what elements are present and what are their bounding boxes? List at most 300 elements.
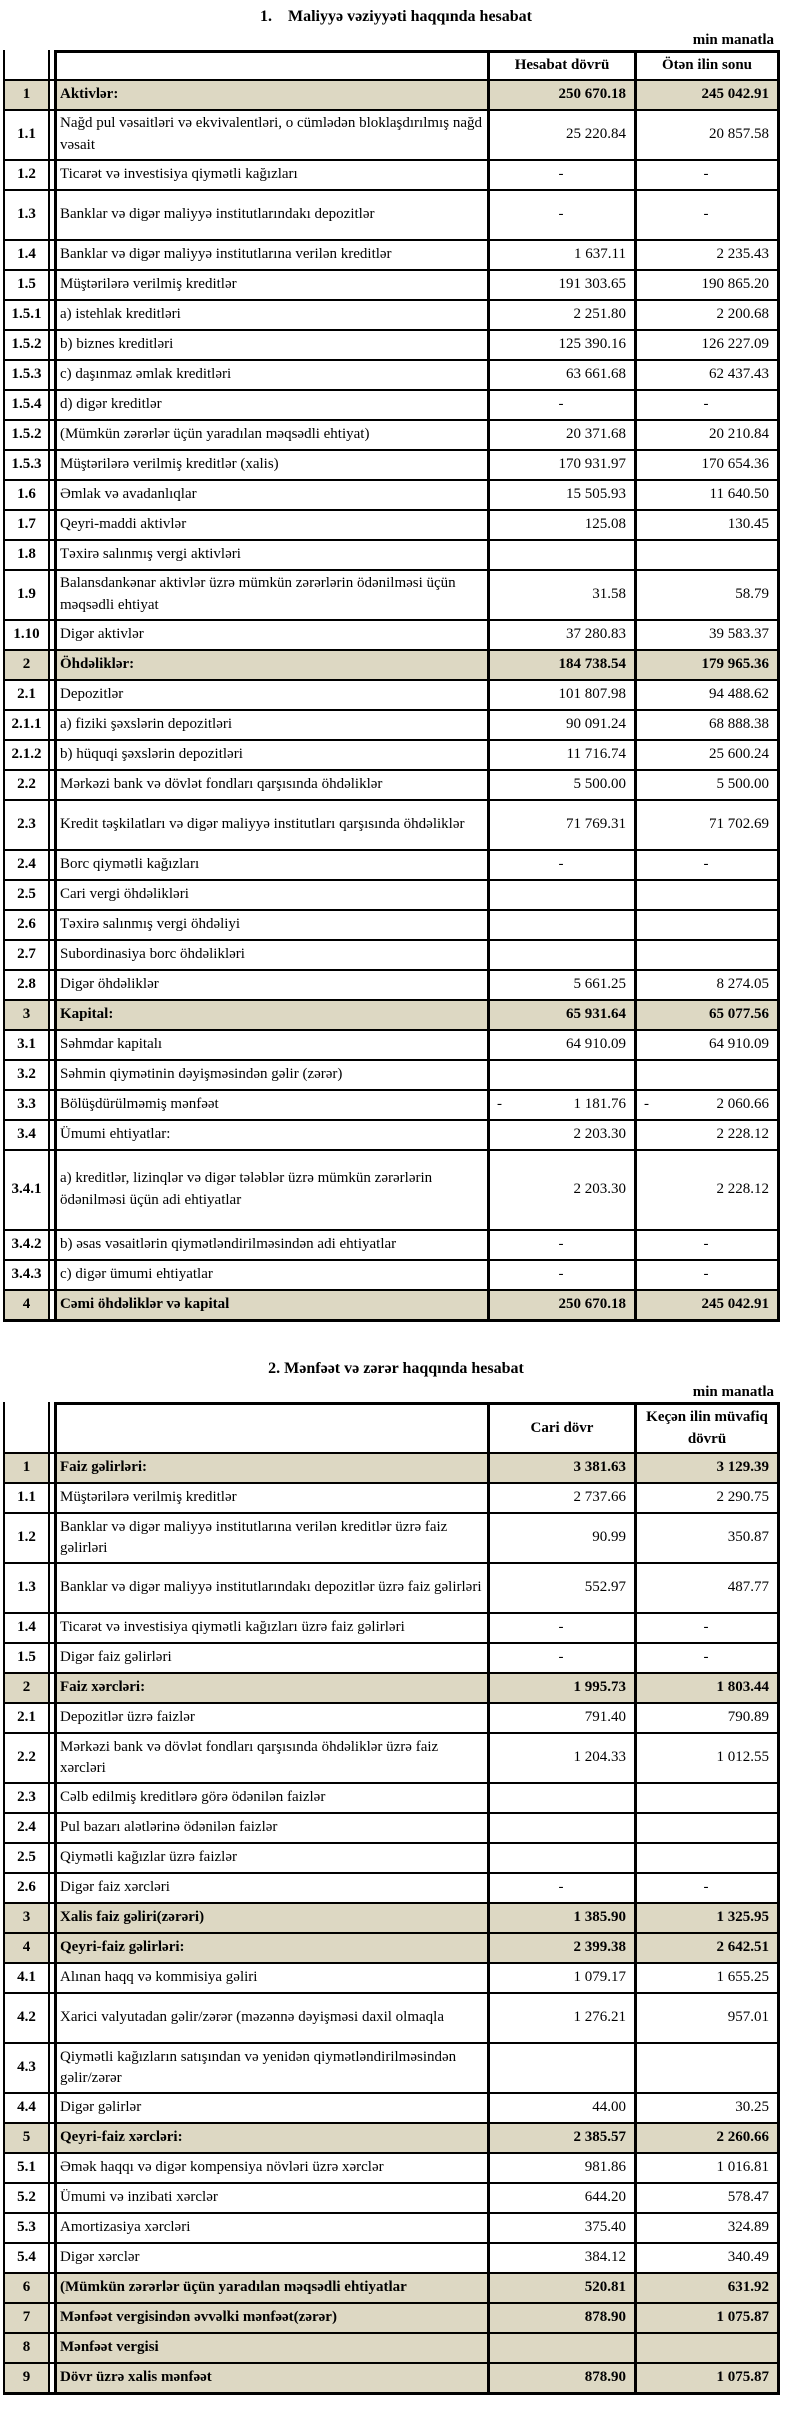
table-row — [3, 1291, 780, 1322]
header-col-previous: Ötən ilin sonu — [634, 50, 780, 79]
row-number-cell: 1.5.3 — [3, 451, 50, 479]
row-label-cell: Müştərilərə verilmiş kreditlər — [54, 271, 487, 299]
row-label-cell: Ümumi və inzibati xərclər — [54, 2184, 487, 2212]
row-label-cell: Mənfəət vergisi — [54, 2334, 487, 2362]
table-row — [3, 1031, 780, 1061]
table-row — [3, 2244, 780, 2274]
value-current-cell: 2 203.30 — [487, 1151, 634, 1229]
row-label-cell: Kredit təşkilatları və digər maliyyə institutları qarşısında öhdəliklər — [54, 801, 487, 849]
row-label-cell: Mərkəzi bank və dövlət fondları qarşısında öhdəliklər — [54, 771, 487, 799]
value-current-cell: 90.99 — [487, 1514, 634, 1562]
negative-sign: - — [497, 1095, 502, 1112]
value-previous-cell: 245 042.91 — [634, 1291, 780, 1319]
table-row — [3, 801, 780, 851]
table-row — [3, 1614, 780, 1644]
table-row — [3, 971, 780, 1001]
value-current-cell: 63 661.68 — [487, 361, 634, 389]
row-label-cell: Səhmdar kapitalı — [54, 1031, 487, 1059]
table-row — [3, 1934, 780, 1964]
value-previous-cell: 58.79 — [634, 571, 780, 619]
value-previous-cell: - — [634, 1644, 780, 1672]
financial-position-table — [3, 50, 780, 1322]
row-label-cell: Cəmi öhdəliklər və kapital — [54, 1291, 487, 1319]
value-previous-cell: 68 888.38 — [634, 711, 780, 739]
value-previous-cell: - — [634, 161, 780, 189]
value-previous-cell: 190 865.20 — [634, 271, 780, 299]
table-row — [3, 1231, 780, 1261]
value-previous-cell: - — [634, 1261, 780, 1289]
row-number-cell: 3.1 — [3, 1031, 50, 1059]
row-number-cell: 1.7 — [3, 511, 50, 539]
table-row — [3, 1454, 780, 1484]
row-number-cell: 2 — [3, 651, 50, 679]
value-current-cell: 1 637.11 — [487, 241, 634, 269]
row-label-cell: Müştərilərə verilmiş kreditlər — [54, 1484, 487, 1512]
row-number-cell: 1.8 — [3, 541, 50, 569]
row-number-cell: 4 — [3, 1934, 50, 1962]
value-text: 2 060.66 — [716, 1095, 769, 1112]
table-row — [3, 421, 780, 451]
row-label-cell: Digər faiz xərcləri — [54, 1874, 487, 1902]
value-previous-cell: 957.01 — [634, 1994, 780, 2042]
row-label-cell: (Mümkün zərərlər üçün yaradılan məqsədli ehtiyatlar — [54, 2274, 487, 2302]
value-previous-cell: 578.47 — [634, 2184, 780, 2212]
value-current-cell: 20 371.68 — [487, 421, 634, 449]
table-row — [3, 2044, 780, 2094]
row-label-cell: Faiz gəlirləri: — [54, 1454, 487, 1482]
value-previous-cell — [634, 1091, 780, 1119]
table-row — [3, 301, 780, 331]
table-row — [3, 771, 780, 801]
header-row — [3, 1402, 780, 1455]
row-label-cell: Amortizasiya xərcləri — [54, 2214, 487, 2242]
value-previous-cell: - — [634, 1874, 780, 1902]
value-previous-cell: 64 910.09 — [634, 1031, 780, 1059]
row-label-cell: Təxirə salınmış vergi aktivləri — [54, 541, 487, 569]
value-previous-cell — [634, 1814, 780, 1842]
row-number-cell: 2.5 — [3, 881, 50, 909]
table-row — [3, 1904, 780, 1934]
table-row — [3, 1121, 780, 1151]
header-label-cell — [54, 1402, 487, 1453]
row-number-cell: 4.1 — [3, 1964, 50, 1992]
value-previous-cell: 1 075.87 — [634, 2364, 780, 2392]
row-label-cell: a) kreditlər, lizinqlər və digər tələblər üzrə mümkün zərərlərin ödənilməsi üçün adi ehtiyatlar — [54, 1151, 487, 1229]
row-number-cell: 1.1 — [3, 1484, 50, 1512]
row-number-cell: 1.1 — [3, 111, 50, 159]
row-number-cell: 2.4 — [3, 851, 50, 879]
table-row — [3, 271, 780, 301]
table-row — [3, 2304, 780, 2334]
row-label-cell: Xarici valyutadan gəlir/zərər (məzənnə dəyişməsi daxil olmaqla — [54, 1994, 487, 2042]
row-number-cell: 3.2 — [3, 1061, 50, 1089]
row-number-cell: 2.2 — [3, 771, 50, 799]
table1-title: 1. Maliyyə vəziyyəti haqqında hesabat — [259, 8, 532, 25]
row-label-cell: b) əsas vəsaitlərin qiymətləndirilməsindən adi ehtiyatlar — [54, 1231, 487, 1259]
row-number-cell: 3.4.2 — [3, 1231, 50, 1259]
table-row — [3, 2094, 780, 2124]
row-label-cell: Digər faiz gəlirləri — [54, 1644, 487, 1672]
row-number-cell: 4.4 — [3, 2094, 50, 2122]
row-number-cell: 2 — [3, 1674, 50, 1702]
row-number-cell: 2.4 — [3, 1814, 50, 1842]
value-previous-cell: 65 077.56 — [634, 1001, 780, 1029]
row-number-cell: 1.5.2 — [3, 421, 50, 449]
row-label-cell: Pul bazarı alətlərinə ödənilən faizlər — [54, 1814, 487, 1842]
value-current-cell: - — [487, 1644, 634, 1672]
row-label-cell: (Mümkün zərərlər üçün yaradılan məqsədli ehtiyat) — [54, 421, 487, 449]
row-number-cell: 1.5.3 — [3, 361, 50, 389]
value-previous-cell — [634, 2044, 780, 2092]
table-row — [3, 1734, 780, 1784]
row-label-cell: Kapital: — [54, 1001, 487, 1029]
row-number-cell: 2.3 — [3, 801, 50, 849]
table-row — [3, 1964, 780, 1994]
row-label-cell: Digər gəlirlər — [54, 2094, 487, 2122]
value-current-cell: 11 716.74 — [487, 741, 634, 769]
value-previous-cell: 94 488.62 — [634, 681, 780, 709]
value-text: 1 181.76 — [573, 1095, 626, 1112]
table-row — [3, 1844, 780, 1874]
row-label-cell: Qiymətli kağızlar üzrə faizlər — [54, 1844, 487, 1872]
value-current-cell: 981.86 — [487, 2154, 634, 2182]
value-current-cell: 5 661.25 — [487, 971, 634, 999]
value-previous-cell: 179 965.36 — [634, 651, 780, 679]
value-previous-cell: 631.92 — [634, 2274, 780, 2302]
value-current-cell: 2 737.66 — [487, 1484, 634, 1512]
table-row — [3, 1001, 780, 1031]
row-label-cell: Qeyri-faiz gəlirləri: — [54, 1934, 487, 1962]
row-number-cell: 2.2 — [3, 1734, 50, 1782]
row-label-cell: Digər öhdəliklər — [54, 971, 487, 999]
row-label-cell: c) daşınmaz əmlak kreditləri — [54, 361, 487, 389]
value-current-cell: - — [487, 191, 634, 239]
row-number-cell: 3.4.3 — [3, 1261, 50, 1289]
value-previous-cell: 25 600.24 — [634, 741, 780, 769]
value-previous-cell: 30.25 — [634, 2094, 780, 2122]
row-number-cell: 4.3 — [3, 2044, 50, 2092]
table-row — [3, 571, 780, 621]
row-label-cell: Bölüşdürülməmiş mənfəət — [54, 1091, 487, 1119]
table-row — [3, 451, 780, 481]
row-label-cell: Faiz xərcləri: — [54, 1674, 487, 1702]
header-col-current: Cari dövr — [487, 1402, 634, 1453]
table-row — [3, 2124, 780, 2154]
row-number-cell: 2.8 — [3, 971, 50, 999]
row-label-cell: b) biznes kreditləri — [54, 331, 487, 359]
value-previous-cell: 1 075.87 — [634, 2304, 780, 2332]
table-row — [3, 1674, 780, 1704]
row-number-cell: 1.5 — [3, 1644, 50, 1672]
value-current-cell: 1 079.17 — [487, 1964, 634, 1992]
value-previous-cell: 2 228.12 — [634, 1151, 780, 1229]
value-current-cell: 520.81 — [487, 2274, 634, 2302]
value-current-cell: 1 995.73 — [487, 1674, 634, 1702]
value-current-cell: 170 931.97 — [487, 451, 634, 479]
value-previous-cell — [634, 911, 780, 939]
value-previous-cell — [634, 941, 780, 969]
negative-sign: - — [644, 1095, 649, 1112]
row-number-cell: 1.4 — [3, 241, 50, 269]
value-current-cell — [487, 911, 634, 939]
row-label-cell: Müştərilərə verilmiş kreditlər (xalis) — [54, 451, 487, 479]
row-number-cell: 1.2 — [3, 161, 50, 189]
value-previous-cell: - — [634, 191, 780, 239]
value-previous-cell: 20 857.58 — [634, 111, 780, 159]
row-number-cell: 1 — [3, 81, 50, 109]
row-label-cell: Cəlb edilmiş kreditlərə görə ödənilən faizlər — [54, 1784, 487, 1812]
row-label-cell: b) hüquqi şəxslərin depozitləri — [54, 741, 487, 769]
row-label-cell: Digər aktivlər — [54, 621, 487, 649]
value-current-cell: 1 385.90 — [487, 1904, 634, 1932]
value-current-cell: 125 390.16 — [487, 331, 634, 359]
table-row — [3, 2364, 780, 2395]
table2-unit-label: min manatla — [692, 1383, 774, 1400]
value-previous-cell: 2 228.12 — [634, 1121, 780, 1149]
row-number-cell: 2.6 — [3, 911, 50, 939]
value-current-cell: 71 769.31 — [487, 801, 634, 849]
value-current-cell — [487, 1091, 634, 1119]
row-label-cell: Banklar və digər maliyyə institutlarındakı depozitlər — [54, 191, 487, 239]
row-number-cell: 8 — [3, 2334, 50, 2362]
table-row — [3, 361, 780, 391]
row-label-cell: Əmlak və avadanlıqlar — [54, 481, 487, 509]
value-current-cell: 125.08 — [487, 511, 634, 539]
value-previous-cell — [634, 541, 780, 569]
value-previous-cell: 3 129.39 — [634, 1454, 780, 1482]
table-row — [3, 81, 780, 111]
row-number-cell: 3.4.1 — [3, 1151, 50, 1229]
row-number-cell: 2.3 — [3, 1784, 50, 1812]
table-row — [3, 481, 780, 511]
header-number-cell — [3, 50, 50, 79]
row-number-cell: 2.1 — [3, 1704, 50, 1732]
row-number-cell: 3 — [3, 1904, 50, 1932]
table-row — [3, 1784, 780, 1814]
value-current-cell — [487, 1814, 634, 1842]
row-number-cell: 2.1 — [3, 681, 50, 709]
value-previous-cell: 130.45 — [634, 511, 780, 539]
value-current-cell — [487, 941, 634, 969]
row-number-cell: 4 — [3, 1291, 50, 1319]
row-number-cell: 1.3 — [3, 191, 50, 239]
value-previous-cell: 5 500.00 — [634, 771, 780, 799]
value-current-cell: 878.90 — [487, 2364, 634, 2392]
row-number-cell: 2.1.2 — [3, 741, 50, 769]
table-row — [3, 241, 780, 271]
row-number-cell: 2.7 — [3, 941, 50, 969]
row-number-cell: 9 — [3, 2364, 50, 2392]
value-current-cell: 3 381.63 — [487, 1454, 634, 1482]
value-current-cell: 101 807.98 — [487, 681, 634, 709]
row-label-cell: Depozitlər üzrə faizlər — [54, 1704, 487, 1732]
row-number-cell: 1.9 — [3, 571, 50, 619]
value-previous-cell: - — [634, 851, 780, 879]
value-current-cell: - — [487, 161, 634, 189]
row-label-cell: Balansdankənar aktivlər üzrə mümkün zərərlərin ödənilməsi üçün məqsədli ehtiyat — [54, 571, 487, 619]
row-label-cell: Qeyri-faiz xərcləri: — [54, 2124, 487, 2152]
row-number-cell: 2.6 — [3, 1874, 50, 1902]
table1-unit-label: min manatla — [692, 32, 774, 48]
value-current-cell: 90 091.24 — [487, 711, 634, 739]
row-number-cell: 1.5 — [3, 271, 50, 299]
value-current-cell — [487, 2044, 634, 2092]
value-previous-cell: 170 654.36 — [634, 451, 780, 479]
value-current-cell: 64 910.09 — [487, 1031, 634, 1059]
table-row — [3, 2184, 780, 2214]
row-number-cell: 3 — [3, 1001, 50, 1029]
value-previous-cell: 324.89 — [634, 2214, 780, 2242]
table-row — [3, 331, 780, 361]
row-number-cell: 5.2 — [3, 2184, 50, 2212]
table-row — [3, 941, 780, 971]
row-number-cell: 5.1 — [3, 2154, 50, 2182]
table-row — [3, 851, 780, 881]
table-row — [3, 541, 780, 571]
value-previous-cell — [634, 1061, 780, 1089]
row-label-cell: Alınan haqq və kommisiya gəliri — [54, 1964, 487, 1992]
value-current-cell: - — [487, 391, 634, 419]
value-current-cell: 65 931.64 — [487, 1001, 634, 1029]
table-row — [3, 1564, 780, 1614]
row-label-cell: a) istehlak kreditləri — [54, 301, 487, 329]
table-row — [3, 681, 780, 711]
table-row — [3, 2154, 780, 2184]
table-row — [3, 1874, 780, 1904]
value-current-cell: 25 220.84 — [487, 111, 634, 159]
value-previous-cell: 1 016.81 — [634, 2154, 780, 2182]
table-row — [3, 2274, 780, 2304]
header-col-previous: Keçən ilin müvafiq dövrü — [634, 1402, 780, 1453]
row-number-cell: 1.5.2 — [3, 331, 50, 359]
value-previous-cell: 62 437.43 — [634, 361, 780, 389]
row-number-cell: 1.6 — [3, 481, 50, 509]
table-row — [3, 161, 780, 191]
table-row — [3, 1994, 780, 2044]
value-current-cell: 31.58 — [487, 571, 634, 619]
value-previous-cell: 2 260.66 — [634, 2124, 780, 2152]
header-number-cell — [3, 1402, 50, 1453]
value-previous-cell: - — [634, 391, 780, 419]
value-current-cell: 791.40 — [487, 1704, 634, 1732]
value-current-cell: 44.00 — [487, 2094, 634, 2122]
header-col-current: Hesabat dövrü — [487, 50, 634, 79]
value-current-cell: - — [487, 851, 634, 879]
table-row — [3, 1091, 780, 1121]
row-number-cell: 5 — [3, 2124, 50, 2152]
row-label-cell: Əmək haqqı və digər kompensiya növləri üzrə xərclər — [54, 2154, 487, 2182]
value-previous-cell: 20 210.84 — [634, 421, 780, 449]
value-previous-cell: 2 235.43 — [634, 241, 780, 269]
value-current-cell: - — [487, 1261, 634, 1289]
row-label-cell: Banklar və digər maliyyə institutlarındakı depozitlər üzrə faiz gəlirləri — [54, 1564, 487, 1612]
row-label-cell: Qeyri-maddi aktivlər — [54, 511, 487, 539]
value-current-cell — [487, 1061, 634, 1089]
row-number-cell: 2.5 — [3, 1844, 50, 1872]
value-current-cell: 384.12 — [487, 2244, 634, 2272]
table-row — [3, 1704, 780, 1734]
value-current-cell: 250 670.18 — [487, 81, 634, 109]
row-number-cell: 5.4 — [3, 2244, 50, 2272]
row-label-cell: c) digər ümumi ehtiyatlar — [54, 1261, 487, 1289]
value-previous-cell: 11 640.50 — [634, 481, 780, 509]
value-current-cell: - — [487, 1874, 634, 1902]
table-row — [3, 741, 780, 771]
row-label-cell: Xalis faiz gəliri(zərəri) — [54, 1904, 487, 1932]
row-label-cell: Banklar və digər maliyyə institutlarına verilən kreditlər üzrə faiz gəlirləri — [54, 1514, 487, 1562]
table-row — [3, 111, 780, 161]
value-previous-cell: 350.87 — [634, 1514, 780, 1562]
value-previous-cell: 2 642.51 — [634, 1934, 780, 1962]
value-current-cell: 5 500.00 — [487, 771, 634, 799]
value-current-cell: - — [487, 1231, 634, 1259]
row-label-cell: Depozitlər — [54, 681, 487, 709]
value-current-cell: 1 204.33 — [487, 1734, 634, 1782]
row-number-cell: 1.5.1 — [3, 301, 50, 329]
table-row — [3, 1644, 780, 1674]
table-row — [3, 881, 780, 911]
row-label-cell: Mənfəət vergisindən əvvəlki mənfəət(zərər) — [54, 2304, 487, 2332]
row-label-cell: Qiymətli kağızların satışından və yenidən qiymətləndirilməsindən gəlir/zərər — [54, 2044, 487, 2092]
value-current-cell — [487, 1844, 634, 1872]
value-previous-cell: 790.89 — [634, 1704, 780, 1732]
value-current-cell — [487, 1784, 634, 1812]
value-previous-cell — [634, 2334, 780, 2362]
row-label-cell: Dövr üzrə xalis mənfəət — [54, 2364, 487, 2392]
row-label-cell: Subordinasiya borc öhdəlikləri — [54, 941, 487, 969]
table-row — [3, 1814, 780, 1844]
row-label-cell: Aktivlər: — [54, 81, 487, 109]
value-current-cell: 2 399.38 — [487, 1934, 634, 1962]
value-previous-cell — [634, 881, 780, 909]
row-label-cell: Səhmin qiymətinin dəyişməsindən gəlir (zərər) — [54, 1061, 487, 1089]
row-label-cell: Mərkəzi bank və dövlət fondları qarşısında öhdəliklər üzrə faiz xərcləri — [54, 1734, 487, 1782]
row-label-cell: Təxirə salınmış vergi öhdəliyi — [54, 911, 487, 939]
row-label-cell: Digər xərclər — [54, 2244, 487, 2272]
value-previous-cell: 126 227.09 — [634, 331, 780, 359]
table-row — [3, 511, 780, 541]
value-previous-cell — [634, 1844, 780, 1872]
table-row — [3, 911, 780, 941]
table-row — [3, 711, 780, 741]
row-label-cell: Öhdəliklər: — [54, 651, 487, 679]
value-current-cell: 878.90 — [487, 2304, 634, 2332]
row-number-cell: 1.2 — [3, 1514, 50, 1562]
row-label-cell: Banklar və digər maliyyə institutlarına verilən kreditlər — [54, 241, 487, 269]
table-row — [3, 1484, 780, 1514]
row-number-cell: 1.3 — [3, 1564, 50, 1612]
value-current-cell — [487, 881, 634, 909]
row-number-cell: 3.3 — [3, 1091, 50, 1119]
value-current-cell: 2 385.57 — [487, 2124, 634, 2152]
value-previous-cell: 71 702.69 — [634, 801, 780, 849]
value-previous-cell — [634, 1784, 780, 1812]
header-row — [3, 50, 780, 81]
row-number-cell: 1.5.4 — [3, 391, 50, 419]
table-row — [3, 1151, 780, 1231]
row-number-cell: 1.4 — [3, 1614, 50, 1642]
row-number-cell: 4.2 — [3, 1994, 50, 2042]
row-label-cell: d) digər kreditlər — [54, 391, 487, 419]
value-previous-cell: 487.77 — [634, 1564, 780, 1612]
row-label-cell: Nağd pul vəsaitləri və ekvivalentləri, o cümlədən bloklaşdırılmış nağd vəsait — [54, 111, 487, 159]
table-row — [3, 1261, 780, 1291]
header-label-cell — [54, 50, 487, 79]
value-current-cell — [487, 2334, 634, 2362]
value-current-cell: 375.40 — [487, 2214, 634, 2242]
value-current-cell: 184 738.54 — [487, 651, 634, 679]
value-previous-cell: - — [634, 1231, 780, 1259]
